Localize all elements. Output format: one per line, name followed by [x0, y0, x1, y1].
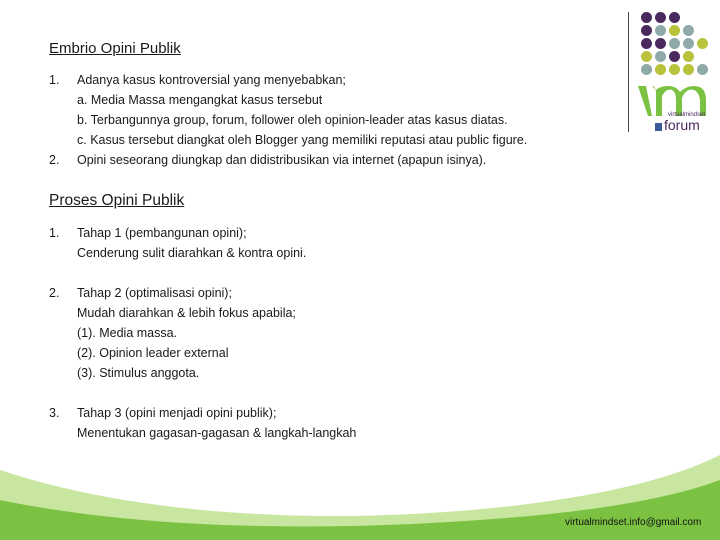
list-item	[49, 403, 356, 443]
logo-dot	[669, 25, 680, 36]
logo-dot	[655, 64, 666, 75]
logo-dot	[683, 38, 694, 49]
logo-dot	[683, 51, 694, 62]
logo-dot	[655, 51, 666, 62]
facebook-icon	[655, 123, 662, 131]
logo-forum-text: forum	[664, 117, 700, 133]
logo-dot	[641, 38, 652, 49]
section2-title: Proses Opini Publik	[49, 192, 185, 209]
item-line: Mudah diarahkan & lebih fokus apabila;	[77, 306, 296, 320]
section1-list	[49, 70, 527, 170]
logo-dot	[641, 25, 652, 36]
item-number: 2.	[49, 153, 60, 167]
item-number: 3.	[49, 406, 60, 420]
list-item	[49, 223, 356, 263]
logo-dot	[655, 25, 666, 36]
list-item	[49, 90, 527, 110]
logo-divider-line	[628, 12, 629, 132]
item-line: Tahap 1 (pembangunan opini);	[77, 226, 247, 240]
item-text: b. Terbangunnya group, forum, follower oleh opinion-leader atas kasus diatas.	[77, 113, 508, 127]
logo-dot	[697, 64, 708, 75]
list-item	[49, 283, 356, 383]
item-number: 1.	[49, 73, 60, 87]
item-line: (3). Stimulus anggota.	[77, 366, 200, 380]
item-line: Tahap 2 (optimalisasi opini);	[77, 286, 232, 300]
item-text: a. Media Massa mengangkat kasus tersebut	[77, 93, 323, 107]
logo-dot	[669, 51, 680, 62]
logo-dot	[641, 64, 652, 75]
item-text: c. Kasus tersebut diangkat oleh Blogger yang memiliki reputasi atau public figure.	[77, 133, 528, 147]
item-line: (1). Media massa.	[77, 326, 178, 340]
logo-dot	[669, 12, 680, 23]
item-text: Adanya kasus kontroversial yang menyebabkan;	[77, 73, 346, 87]
list-item	[49, 130, 527, 150]
item-line: Tahap 3 (opini menjadi opini publik);	[77, 406, 277, 420]
logo-dot	[683, 64, 694, 75]
list-item	[49, 110, 527, 130]
item-line: Cenderung sulit diarahkan & kontra opini.	[77, 246, 307, 260]
logo-dot	[655, 12, 666, 23]
item-line: Menentukan gagasan-gagasan & langkah-langkah	[77, 426, 357, 440]
logo-dot	[683, 25, 694, 36]
list-item	[49, 70, 527, 90]
section1-title: Embrio Opini Publik	[49, 40, 181, 57]
section2-list	[49, 223, 356, 463]
logo-dot	[669, 64, 680, 75]
footer-email: virtualmindset.info@gmail.com	[565, 517, 702, 528]
item-number: 1.	[49, 226, 60, 240]
logo-dot	[641, 12, 652, 23]
logo-dot	[669, 38, 680, 49]
logo-dot	[641, 51, 652, 62]
logo-dot	[655, 38, 666, 49]
item-number: 2.	[49, 286, 60, 300]
list-item	[49, 150, 527, 170]
item-line: (2). Opinion leader external	[77, 346, 229, 360]
logo-small-text: virtualmindset	[668, 112, 706, 118]
logo-dot	[697, 38, 708, 49]
item-text: Opini seseorang diungkap dan didistribusikan via internet (apapun isinya).	[77, 153, 487, 167]
